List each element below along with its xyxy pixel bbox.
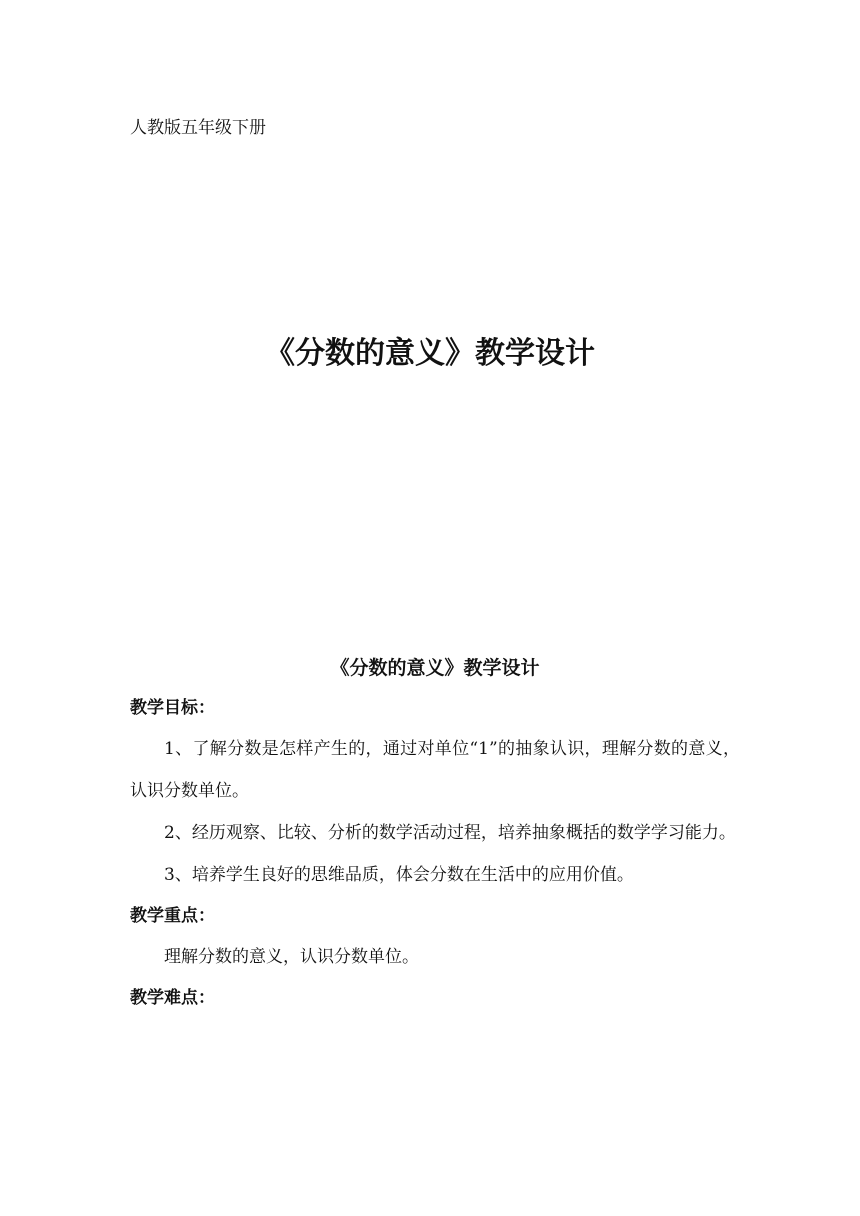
edition-label: 人教版五年级下册 — [130, 118, 266, 138]
objective-item-1: 1、了解分数是怎样产生的，通过对单位“1”的抽象认识，理解分数的意义，认识分数单位。 — [130, 739, 740, 801]
objectives-heading: 教学目标： — [130, 698, 215, 718]
key-points-heading: 教学重点： — [130, 906, 215, 926]
difficulties-heading: 教学难点： — [130, 988, 215, 1008]
objective-item-3: 3、培养学生良好的思维品质，体会分数在生活中的应用价值。 — [164, 865, 634, 885]
document-body — [130, 648, 740, 1018]
cover-title: 《分数的意义》教学设计 — [265, 336, 595, 371]
objective-item-2: 2、经历观察、比较、分析的数学活动过程，培养抽象概括的数学学习能力。 — [164, 823, 736, 843]
document-title: 《分数的意义》教学设计 — [330, 657, 540, 679]
key-points-text: 理解分数的意义，认识分数单位。 — [164, 947, 419, 967]
